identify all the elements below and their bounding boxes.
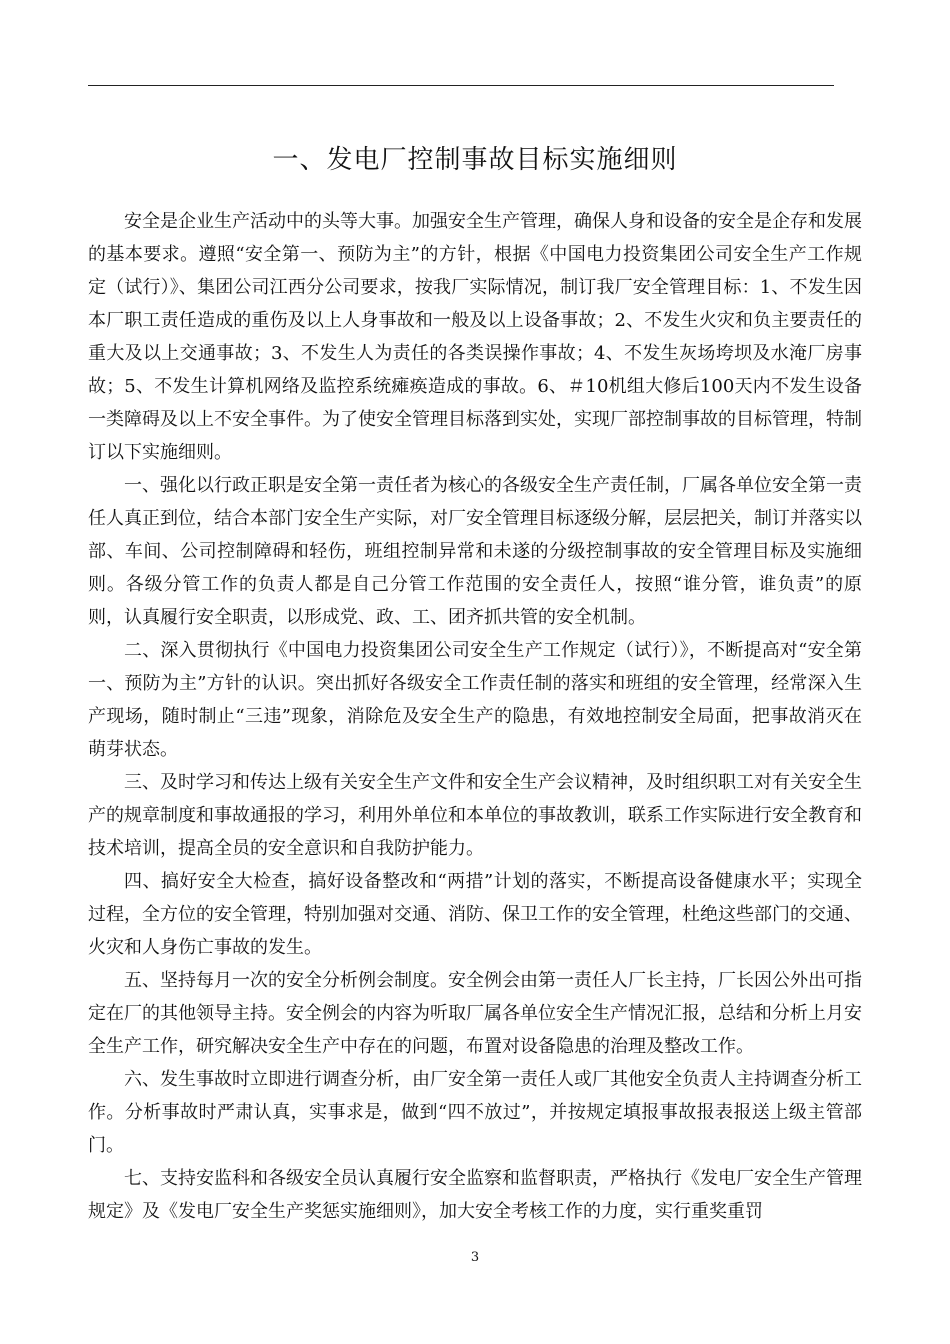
- paragraph-item-4: 四、搞好安全大检查，搞好设备整改和“两措”计划的落实，不断提高设备健康水平；实现全过程，全方位的安全管理，特别加强对交通、消防、保卫工作的安全管理，杜绝这些部门的交通、火灾和人身伤亡事故的发生。: [88, 871, 862, 958]
- paragraph-item-7: 七、支持安监科和各级安全员认真履行安全监察和监督职责，严格执行《发电厂安全生产管理规定》及《发电厂安全生产奖惩实施细则》，加大安全考核工作的力度，实行重奖重罚: [88, 1168, 862, 1222]
- paragraph-item-3: 三、及时学习和传达上级有关安全生产文件和安全生产会议精神，及时组织职工对有关安全生产的规章制度和事故通报的学习，利用外单位和本单位的事故教训，联系工作实际进行安全教育和技术培训，提高全员的安全意识和自我防护能力。: [88, 772, 862, 859]
- document-body: [88, 205, 862, 1228]
- page-number: 3: [470, 1250, 480, 1265]
- paragraph-item-2: 二、深入贯彻执行《中国电力投资集团公司安全生产工作规定（试行）》，不断提高对“安全第一、预防为主”方针的认识。突出抓好各级安全工作责任制的落实和班组的安全管理，经常深入生产现场，随时制止“三违”现象，消除危及安全生产的隐患，有效地控制安全局面，把事故消灭在萌芽状态。: [88, 640, 862, 760]
- header-rule: [88, 85, 834, 86]
- document-title: 一、发电厂控制事故目标实施细则: [272, 145, 678, 175]
- paragraph-intro: 安全是企业生产活动中的头等大事。加强安全生产管理，确保人身和设备的安全是企存和发展的基本要求。遵照“安全第一、预防为主”的方针，根据《中国电力投资集团公司安全生产工作规定（试行）》、集团公司江西分公司要求，按我厂实际情况，制订我厂安全管理目标：1、不发生因本厂职工责任造成的重伤及以上人身事故和一般及以上设备事故；2、不发生火灾和负主要责任的重大及以上交通事故；3、不发生人为责任的各类误操作事故；4、不发生灰场垮坝及水淹厂房事故；5、不发生计算机网络及监控系统瘫痪造成的事故。6、＃10机组大修后100天内不发生设备一类障碍及以上不安全事件。为了使安全管理目标落到实处，实现厂部控制事故的目标管理，特制订以下实施细则。: [88, 211, 862, 463]
- paragraph-item-6: 六、发生事故时立即进行调查分析，由厂安全第一责任人或厂其他安全负责人主持调查分析工作。分析事故时严肃认真，实事求是，做到“四不放过”，并按规定填报事故报表报送上级主管部门。: [88, 1069, 862, 1156]
- paragraph-item-1: 一、强化以行政正职是安全第一责任者为核心的各级安全生产责任制，厂属各单位安全第一责任人真正到位，结合本部门安全生产实际，对厂安全管理目标逐级分解，层层把关，制订并落实以部、车间、公司控制障碍和轻伤，班组控制异常和未遂的分级控制事故的安全管理目标及实施细则。各级分管工作的负责人都是自己分管工作范围的安全责任人，按照“谁分管，谁负责”的原则，认真履行安全职责，以形成党、政、工、团齐抓共管的安全机制。: [88, 475, 862, 628]
- paragraph-item-5: 五、坚持每月一次的安全分析例会制度。安全例会由第一责任人厂长主持，厂长因公外出可指定在厂的其他领导主持。安全例会的内容为听取厂属各单位安全生产情况汇报，总结和分析上月安全生产工作，研究解决安全生产中存在的问题，布置对设备隐患的治理及整改工作。: [88, 970, 862, 1057]
